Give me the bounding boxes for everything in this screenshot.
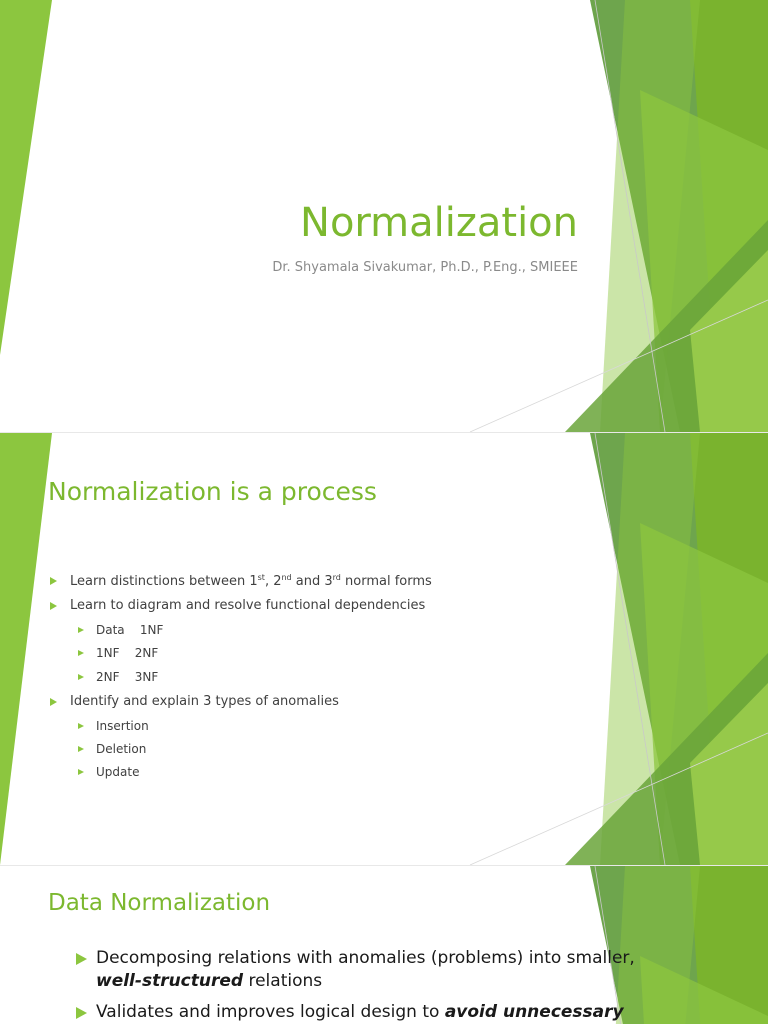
slide-title: Normalization <box>300 200 578 246</box>
bullet-arrow-icon <box>76 953 87 965</box>
sub-bullet-text: 1NF 2NF <box>96 646 159 660</box>
bullet-text: Learn to diagram and resolve functional dependencies <box>70 598 426 613</box>
bullet-arrow-icon <box>50 698 57 706</box>
bullet-text: Learn distinctions between 1st, 2nd and 3rd normal forms <box>70 573 432 589</box>
sub-bullet-arrow-icon <box>78 627 84 633</box>
content-slide-process <box>0 433 768 865</box>
sub-bullet-text: Update <box>96 765 140 779</box>
slide-title: Normalization is a process <box>48 477 377 506</box>
bullet-text-continued: well-structured relations <box>96 971 323 991</box>
bullet-text: Identify and explain 3 types of anomalies <box>70 694 339 709</box>
sub-bullet-arrow-icon <box>78 746 84 752</box>
sub-bullet-arrow-icon <box>78 769 84 775</box>
sub-bullet-arrow-icon <box>78 650 84 656</box>
title-slide <box>0 0 768 432</box>
sub-bullet-text: Data 1NF <box>96 623 164 637</box>
bullet-text: Decomposing relations with anomalies (problems) into smaller, <box>96 948 635 968</box>
sub-bullet-arrow-icon <box>78 723 84 729</box>
sub-bullet-text: Insertion <box>96 719 149 733</box>
bullet-arrow-icon <box>50 577 57 585</box>
content-slide-data-normalization <box>0 866 768 1024</box>
slide-title: Data Normalization <box>48 890 271 916</box>
bullet-text: Validates and improves logical design to avoid unnecessary <box>96 1002 624 1022</box>
bullet-arrow-icon <box>50 602 57 610</box>
bullet-arrow-icon <box>76 1007 87 1019</box>
slide-subtitle: Dr. Shyamala Sivakumar, Ph.D., P.Eng., SMIEEE <box>272 260 578 275</box>
sub-bullet-arrow-icon <box>78 674 84 680</box>
sub-bullet-text: 2NF 3NF <box>96 670 159 684</box>
sub-bullet-text: Deletion <box>96 742 147 756</box>
